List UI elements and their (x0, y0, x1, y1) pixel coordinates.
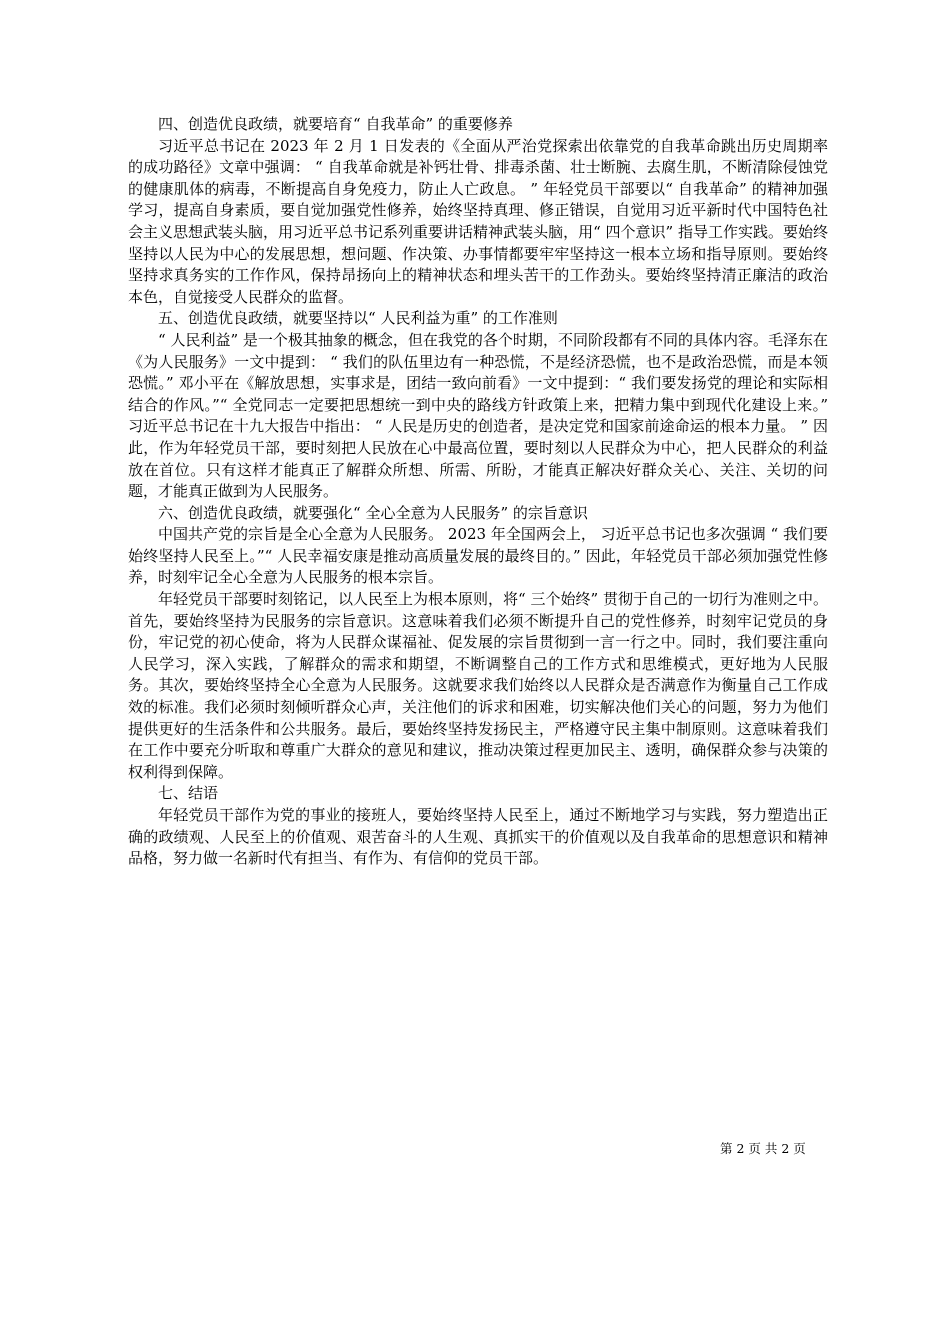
paragraph-conclusion: 年轻党员干部作为党的事业的接班人，要始终坚持人民至上，通过不断地学习与实践，努力塑造出正确的政绩观、人民至上的价值观、艰苦奋斗的人生观、真抓实干的价值观以及自我革命的思想意识和精神品格，努力做一名新时代有担当、有作为、有信仰的党员干部。 (128, 806, 828, 868)
section-heading-four: 四、创造优良政绩，就要培育“ 自我革命” 的重要修养 (158, 115, 513, 133)
section-heading-six: 六、创造优良政绩，就要强化“ 全心全意为人民服务” 的宗旨意识 (158, 503, 588, 522)
document-body (128, 114, 828, 870)
section-heading-seven: 七、结语 (158, 784, 219, 803)
paragraph-three-always: 年轻党员干部要时刻铭记，以人民至上为根本原则，将“ 三个始终” 贯彻于自己的一切行为准则之中。首先，要始终坚持为民服务的宗旨意识。这意味着我们必须不断提升自己的党性修养，时刻牢记党员的身份，牢记党的初心使命，将为人民群众谋福祉、促发展的宗旨贯彻到一言一行之中。同时，我们要注重向人民学习，深入实践，了解群众的需求和期望，不断调整自己的工作方式和思维模式，更好地为人民服务。其次，要始终坚持全心全意为人民服务。这就要求我们始终以人民群众是否满意作为衡量自己工作成效的标准。我们必须时刻倾听群众心声，关注他们的诉求和困难，切实解决他们关心的问题，努力为他们提供更好的生活条件和公共服务。最后，要始终坚持发扬民主，严格遵守民主集中制原则。这意味着我们在工作中要充分听取和尊重广大群众的意见和建议，推动决策过程更加民主、透明，确保群众参与决策的权利得到保障。 (128, 590, 828, 781)
page-number: 第 2 页 共 2 页 (720, 1141, 806, 1156)
paragraph-people-interest: “ 人民利益” 是一个极其抽象的概念，但在我党的各个时期，不同阶段都有不同的具体内容。毛泽东在《为人民服务》一文中提到： “ 我们的队伍里边有一种恐慌，不是经济恐慌，也不是政治恐慌，而是本领恐慌。” 邓小平在《解放思想，实事求是，团结一致向前看》一文中提到：“ 我们要发扬党的理论和实际相结合的作风。”“ 全党同志一定要把思想统一到中央的路线方针政策上来，把精力集中到现代化建设上来。” 习近平总书记在十九大报告中指出： “ 人民是历史的创造者，是决定党和国家前途命运的根本力量。 ” 因此，作为年轻党员干部，要时刻把人民放在心中最高位置，要时刻以人民群众为中心，把人民群众的利益放在首位。只有这样才能真正了解群众所想、所需、所盼，才能真正解决好群众关心、关注、关切的问题，才能真正做到为人民服务。 (128, 330, 828, 501)
paragraph-self-revolution: 习近平总书记在 2023 年 2 月 1 日发表的《全面从严治党探索出依靠党的自我革命跳出历史周期率的成功路径》文章中强调： “ 自我革命就是补钙壮骨、排毒杀菌、壮士断腕、去腐生肌，不断清除侵蚀党的健康肌体的病毒，不断提高自身免疫力，防止人亡政息。 ” 年轻党员干部要以“ 自我革命” 的精神加强学习，提高自身素质，要自觉加强党性修养，始终坚持真理、修正错误，自觉用习近平新时代中国特色社会主义思想武装头脑，用习近平总书记系列重要讲话精神武装头脑，用“ 四个意识” 指导工作实践。要始终坚持以人民为中心的发展思想，想问题、作决策、办事情都要牢牢坚持这一根本立场和指导原则。要始终坚持求真务实的工作作风，保持昂扬向上的精神状态和埋头苦干的工作劲头。要始终坚持清正廉洁的政治本色，自觉接受人民群众的监督。 (128, 136, 828, 306)
paragraph-party-purpose: 中国共产党的宗旨是全心全意为人民服务。 2023 年全国两会上， 习近平总书记也多次强调 “ 我们要始终坚持人民至上。”“ 人民幸福安康是推动高质量发展的最终目的。” 因此，年轻党员干部必须加强党性修养，时刻牢记全心全意为人民服务的根本宗旨。 (128, 525, 828, 587)
section-heading-five: 五、创造优良政绩，就要坚持以“ 人民利益为重” 的工作准则 (158, 309, 558, 328)
